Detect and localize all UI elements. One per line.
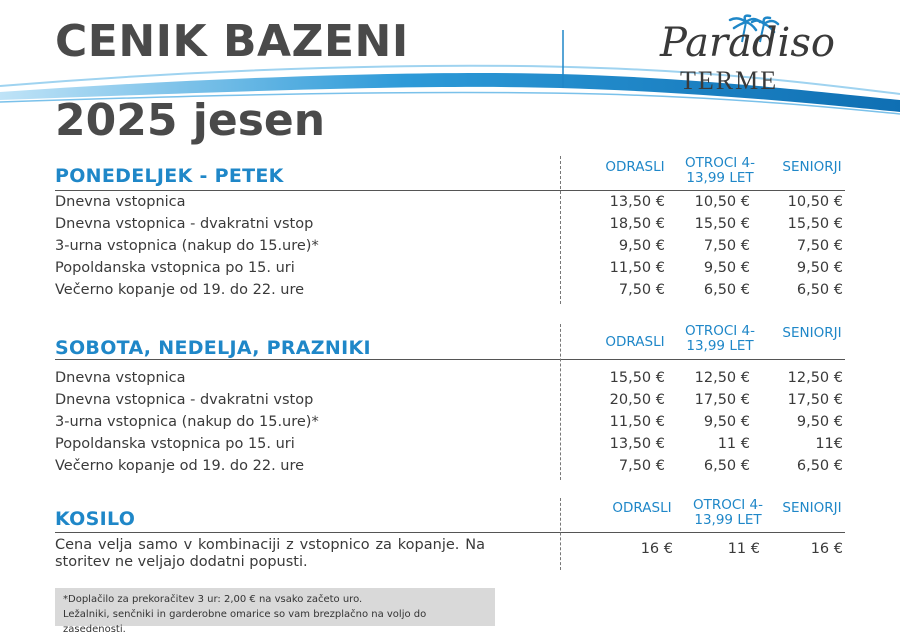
- table-row: [55, 216, 845, 238]
- price-seniors: 9,50 €: [796, 260, 843, 276]
- price-adults: 18,50 €: [609, 216, 665, 232]
- row-label: Popoldanska vstopnica po 15. uri: [55, 436, 295, 452]
- price-seniors: 6,50 €: [796, 458, 843, 474]
- price-adults: 15,50 €: [609, 370, 665, 386]
- weekends-title: SOBOTA, NEDELJA, PRAZNIKI: [55, 337, 371, 359]
- lunch-title: KOSILO: [55, 508, 136, 530]
- logo-terme-text: TERME: [680, 66, 779, 95]
- price-seniors: 17,50 €: [787, 392, 843, 408]
- weekends-divider: [55, 359, 845, 360]
- table-row: [55, 436, 845, 458]
- price-adults: 7,50 €: [618, 458, 665, 474]
- price-children: 15,50 €: [694, 216, 750, 232]
- table-row: [55, 370, 845, 392]
- price-adults: 11,50 €: [609, 414, 665, 430]
- price-seniors: 7,50 €: [796, 238, 843, 254]
- footer-line-amenities: Ležalniki, senčniki in garderobne omarice so vam brezplačno na voljo do zasedenosti.: [63, 609, 427, 635]
- table-row: [55, 458, 845, 480]
- price-children: 6,50 €: [703, 458, 750, 474]
- price-seniors: 9,50 €: [796, 414, 843, 430]
- paradiso-terme-logo: [660, 14, 840, 94]
- price-seniors: 10,50 €: [787, 194, 843, 210]
- page-subtitle: 2025 jesen: [55, 95, 326, 146]
- weekdays-section: [55, 156, 845, 306]
- row-label: Popoldanska vstopnica po 15. uri: [55, 260, 295, 276]
- col-head-adults: ODRASLI: [605, 334, 665, 350]
- col-head-adults: ODRASLI: [605, 159, 665, 175]
- col-head-seniors: SENIORJI: [782, 500, 842, 516]
- price-children: 9,50 €: [703, 260, 750, 276]
- weekdays-title: PONEDELJEK - PETEK: [55, 165, 284, 187]
- price-adults: 13,50 €: [609, 436, 665, 452]
- row-label: 3-urna vstopnica (nakup do 15.ure)*: [55, 238, 319, 254]
- row-label: Večerno kopanje od 19. do 22. ure: [55, 458, 305, 474]
- price-adults: 7,50 €: [618, 282, 665, 298]
- lunch-note: Cena velja samo v kombinaciji z vstopnico za kopanje. Na storitev ne veljajo dodatni popusti.: [55, 537, 485, 570]
- price-adults: 9,50 €: [618, 238, 665, 254]
- price-children: 12,50 €: [694, 370, 750, 386]
- table-row: [55, 194, 845, 216]
- col-head-children: OTROCI 4-13,99 LET: [692, 497, 764, 528]
- footer-line-surcharge: *Doplačilo za prekoračitev 3 ur: 2,00 € na vsako začeto uro.: [63, 594, 363, 605]
- col-head-seniors: SENIORJI: [782, 159, 842, 175]
- row-label: 3-urna vstopnica (nakup do 15.ure)*: [55, 414, 319, 430]
- price-adults: 11,50 €: [609, 260, 665, 276]
- table-row: [55, 392, 845, 414]
- row-label: Dnevna vstopnica - dvakratni vstop: [55, 392, 314, 408]
- col-head-seniors: SENIORJI: [782, 325, 842, 341]
- price-adults: 20,50 €: [609, 392, 665, 408]
- price-seniors: 15,50 €: [787, 216, 843, 232]
- row-label: Dnevna vstopnica - dvakratni vstop: [55, 216, 314, 232]
- price-children: 17,50 €: [694, 392, 750, 408]
- lunch-section: [55, 498, 845, 578]
- page-title: CENIK BAZENI: [55, 16, 409, 67]
- col-head-children: OTROCI 4-13,99 LET: [684, 155, 756, 186]
- weekdays-divider: [55, 190, 845, 191]
- weekends-section: [55, 324, 845, 480]
- table-row: [55, 414, 845, 436]
- lunch-divider: [55, 532, 845, 533]
- price-children: 11 €: [717, 436, 750, 452]
- price-children: 6,50 €: [703, 282, 750, 298]
- price-children: 7,50 €: [703, 238, 750, 254]
- price-children: 10,50 €: [694, 194, 750, 210]
- col-head-adults: ODRASLI: [612, 500, 672, 516]
- price-children: 11 €: [727, 541, 760, 557]
- row-label: Dnevna vstopnica: [55, 370, 186, 386]
- table-row: [55, 238, 845, 260]
- row-label: Dnevna vstopnica: [55, 194, 186, 210]
- price-seniors: 11€: [815, 436, 843, 452]
- logo-script-text: Paradiso: [660, 20, 835, 66]
- price-seniors: 12,50 €: [787, 370, 843, 386]
- row-label: Večerno kopanje od 19. do 22. ure: [55, 282, 305, 298]
- table-row: [55, 282, 845, 304]
- price-adults: 13,50 €: [609, 194, 665, 210]
- price-children: 9,50 €: [703, 414, 750, 430]
- footer-note: [55, 588, 495, 635]
- table-row: [55, 260, 845, 282]
- price-adults: 16 €: [640, 541, 673, 557]
- price-seniors: 16 €: [810, 541, 843, 557]
- col-head-children: OTROCI 4-13,99 LET: [684, 323, 756, 354]
- lunch-column-separator: [560, 498, 561, 570]
- price-seniors: 6,50 €: [796, 282, 843, 298]
